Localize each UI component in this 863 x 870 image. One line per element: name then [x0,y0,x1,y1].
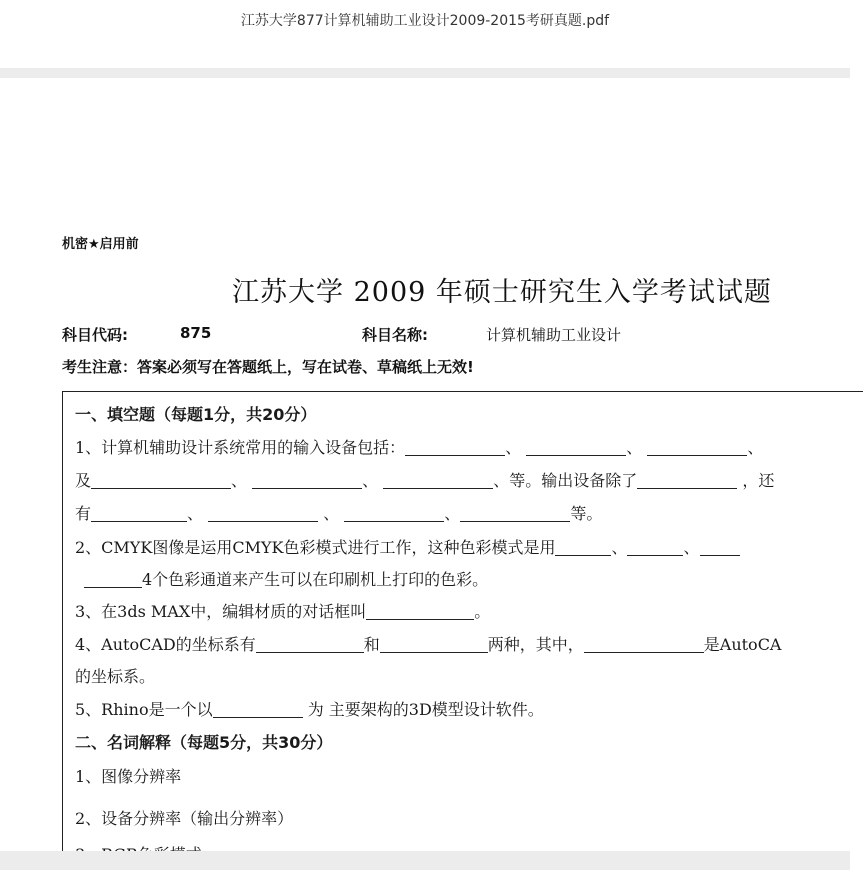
blank [344,505,444,522]
blank [700,539,740,556]
q3-end: 。 [474,602,491,621]
blank [405,439,505,456]
pdf-page[interactable] [0,78,850,851]
question-4-line-1 [75,632,782,655]
blank [213,701,303,718]
blank [366,603,474,620]
term-1: 1、图像分辨率 [75,767,182,786]
question-frame [62,391,863,862]
q1-text-c1: 有 [75,504,92,523]
question-5-line [75,697,544,720]
question-2-line-1: 2、CMYK图像是运用CMYK色彩模式进行工作，这种色彩模式是用 、 、 [75,535,740,558]
question-1-line-3: 有 、 、 、 等。 [75,504,603,523]
q4-text-c: 是AutoCA [703,635,782,654]
blank [252,472,362,489]
blank [91,505,187,522]
q5-text-b: 为 主要架构的3D模型设计软件。 [307,700,544,719]
viewer-separator-bottom [0,851,850,870]
q1-text-a: 1、计算机辅助设计系统常用的输入设备包括： [75,438,406,457]
blank [460,505,570,522]
q2-text-a: 2、CMYK图像是运用CMYK色彩模式进行工作，这种色彩模式是用 [75,538,556,557]
q1-text-b1: 及 [75,471,92,490]
question-4-line-2 [75,664,155,687]
question-1-line-1: 1、计算机辅助设计系统常用的输入设备包括： 、 、 、 [75,438,764,457]
q2-text-b: 4个色彩通道来产生可以在印刷机上打印的色彩。 [142,570,489,589]
q4-text-b: 两种，其中， [487,635,584,654]
blank [256,636,364,653]
term-2: 2、设备分辨率（输出分辨率） [75,809,294,828]
section2-heading: 二、名词解释（每题5分，共30分） [75,733,333,752]
q4-text-d: 的坐标系。 [75,667,156,686]
exam-title: 江苏大学 2009 年硕士研究生入学考试试题 [232,277,772,308]
question-2-line-2 [84,567,488,590]
blank [383,472,493,489]
section1-heading: 一、填空题（每题1分，共20分） [75,405,317,424]
blank [208,505,318,522]
q4-text-a: 4、AutoCAD的坐标系有 [75,635,256,654]
q1-text-b3: ，还 [742,471,775,490]
blank [647,439,747,456]
subject-name-label: 科目名称: [362,326,428,344]
subject-name: 计算机辅助工业设计 [486,326,622,344]
q5-text-a: 5、Rhino是一个以 [75,700,213,719]
blank [555,539,611,556]
subject-code: 875 [180,324,212,342]
q1-text-c2: 等。 [570,504,603,523]
q3-text: 3、在3ds MAX中，编辑材质的对话框叫 [75,602,367,621]
viewer-titlebar [0,0,850,68]
blank [627,539,683,556]
question-1-line-2: 及 、 、 、等。输出设备除了 ，还 [75,471,775,490]
q4-and: 和 [363,635,380,654]
subject-code-label: 科目代码: [62,326,128,344]
confidential-mark: 机密★启用前 [62,237,139,252]
question-3-line [75,599,490,622]
viewer-separator-top [0,68,850,78]
exam-notice: 考生注意：答案必须写在答题纸上，写在试卷、草稿纸上无效! [62,358,474,376]
blank [526,439,626,456]
q1-text-b2: 、等。输出设备除了 [493,471,638,490]
blank [637,472,737,489]
blank [84,571,142,588]
blank [91,472,231,489]
blank [380,636,488,653]
blank [584,636,704,653]
document-title: 江苏大学877计算机辅助工业设计2009-2015考研真题.pdf [240,13,610,29]
